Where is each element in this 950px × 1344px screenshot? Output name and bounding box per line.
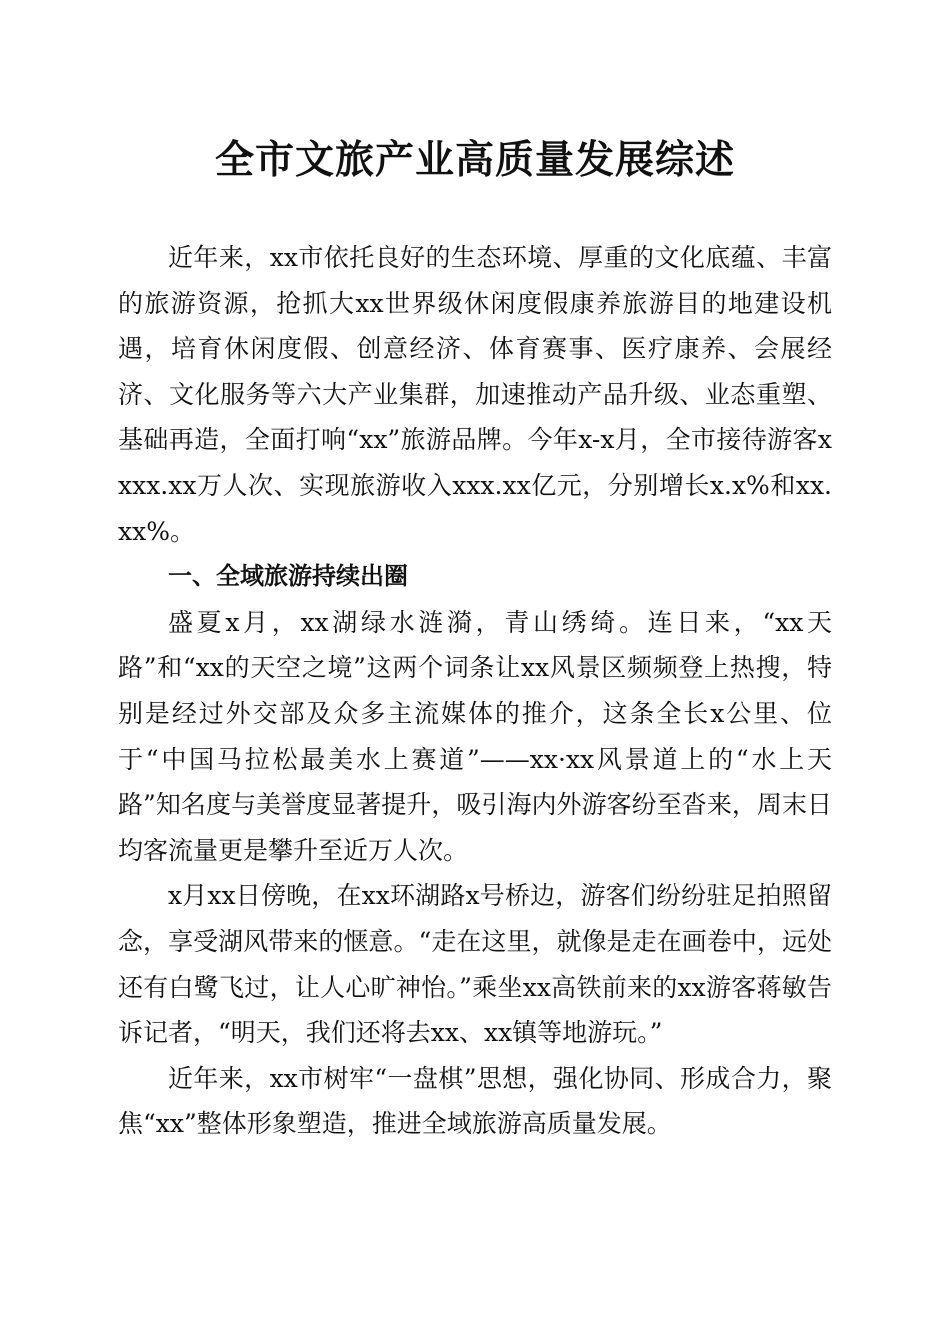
section-paragraph-1: 盛夏x月，xx湖绿水涟漪，青山绣绮。连日来，“xx天路”和“xx的天空之境”这两个词条让xx风景区频频登上热搜，特别是经过外交部及众多主流媒体的推介，这条全长x公里、位于“中国马拉松最美水上赛道”——xx·xx风景道上的“水上天路”知名度与美誉度显著提升，吸引海内外游客纷至沓来，周末日均客流量更是攀升至近万人次。 (118, 607, 832, 865)
intro-paragraph: 近年来，xx市依托良好的生态环境、厚重的文化底蕴、丰富的旅游资源，抢抓大xx世界级休闲度假康养旅游目的地建设机遇，培育休闲度假、创意经济、体育赛事、医疗康养、会展经济、文化服务等六大产业集群，加速推动产品升级、业态重塑、基础再造，全面打响“xx”旅游品牌。今年x-x月，全市接待游客xxxx.xx万人次、实现旅游收入xxx.xx亿元，分别增长x.x%和xx.xx%。 (118, 243, 832, 546)
section-heading: 一、全域旅游持续出圈 (168, 562, 408, 591)
document-title: 全市文旅产业高质量发展综述 (214, 137, 735, 183)
section-paragraph-3: 近年来，xx市树牢“一盘棋”思想，强化协同、形成合力，聚焦“xx”整体形象塑造，推进全域旅游高质量发展。 (118, 1063, 832, 1139)
document-page (118, 130, 832, 1147)
section-paragraph-2: x月xx日傍晚，在xx环湖路x号桥边，游客们纷纷驻足拍照留念，享受湖风带来的惬意。“走在这里，就像是走在画卷中，远处还有白鹭飞过，让人心旷神怡。”乘坐xx高铁前来的xx游客蒋敏告诉记者，“明天，我们还将去xx、xx镇等地游玩。” (118, 881, 832, 1048)
